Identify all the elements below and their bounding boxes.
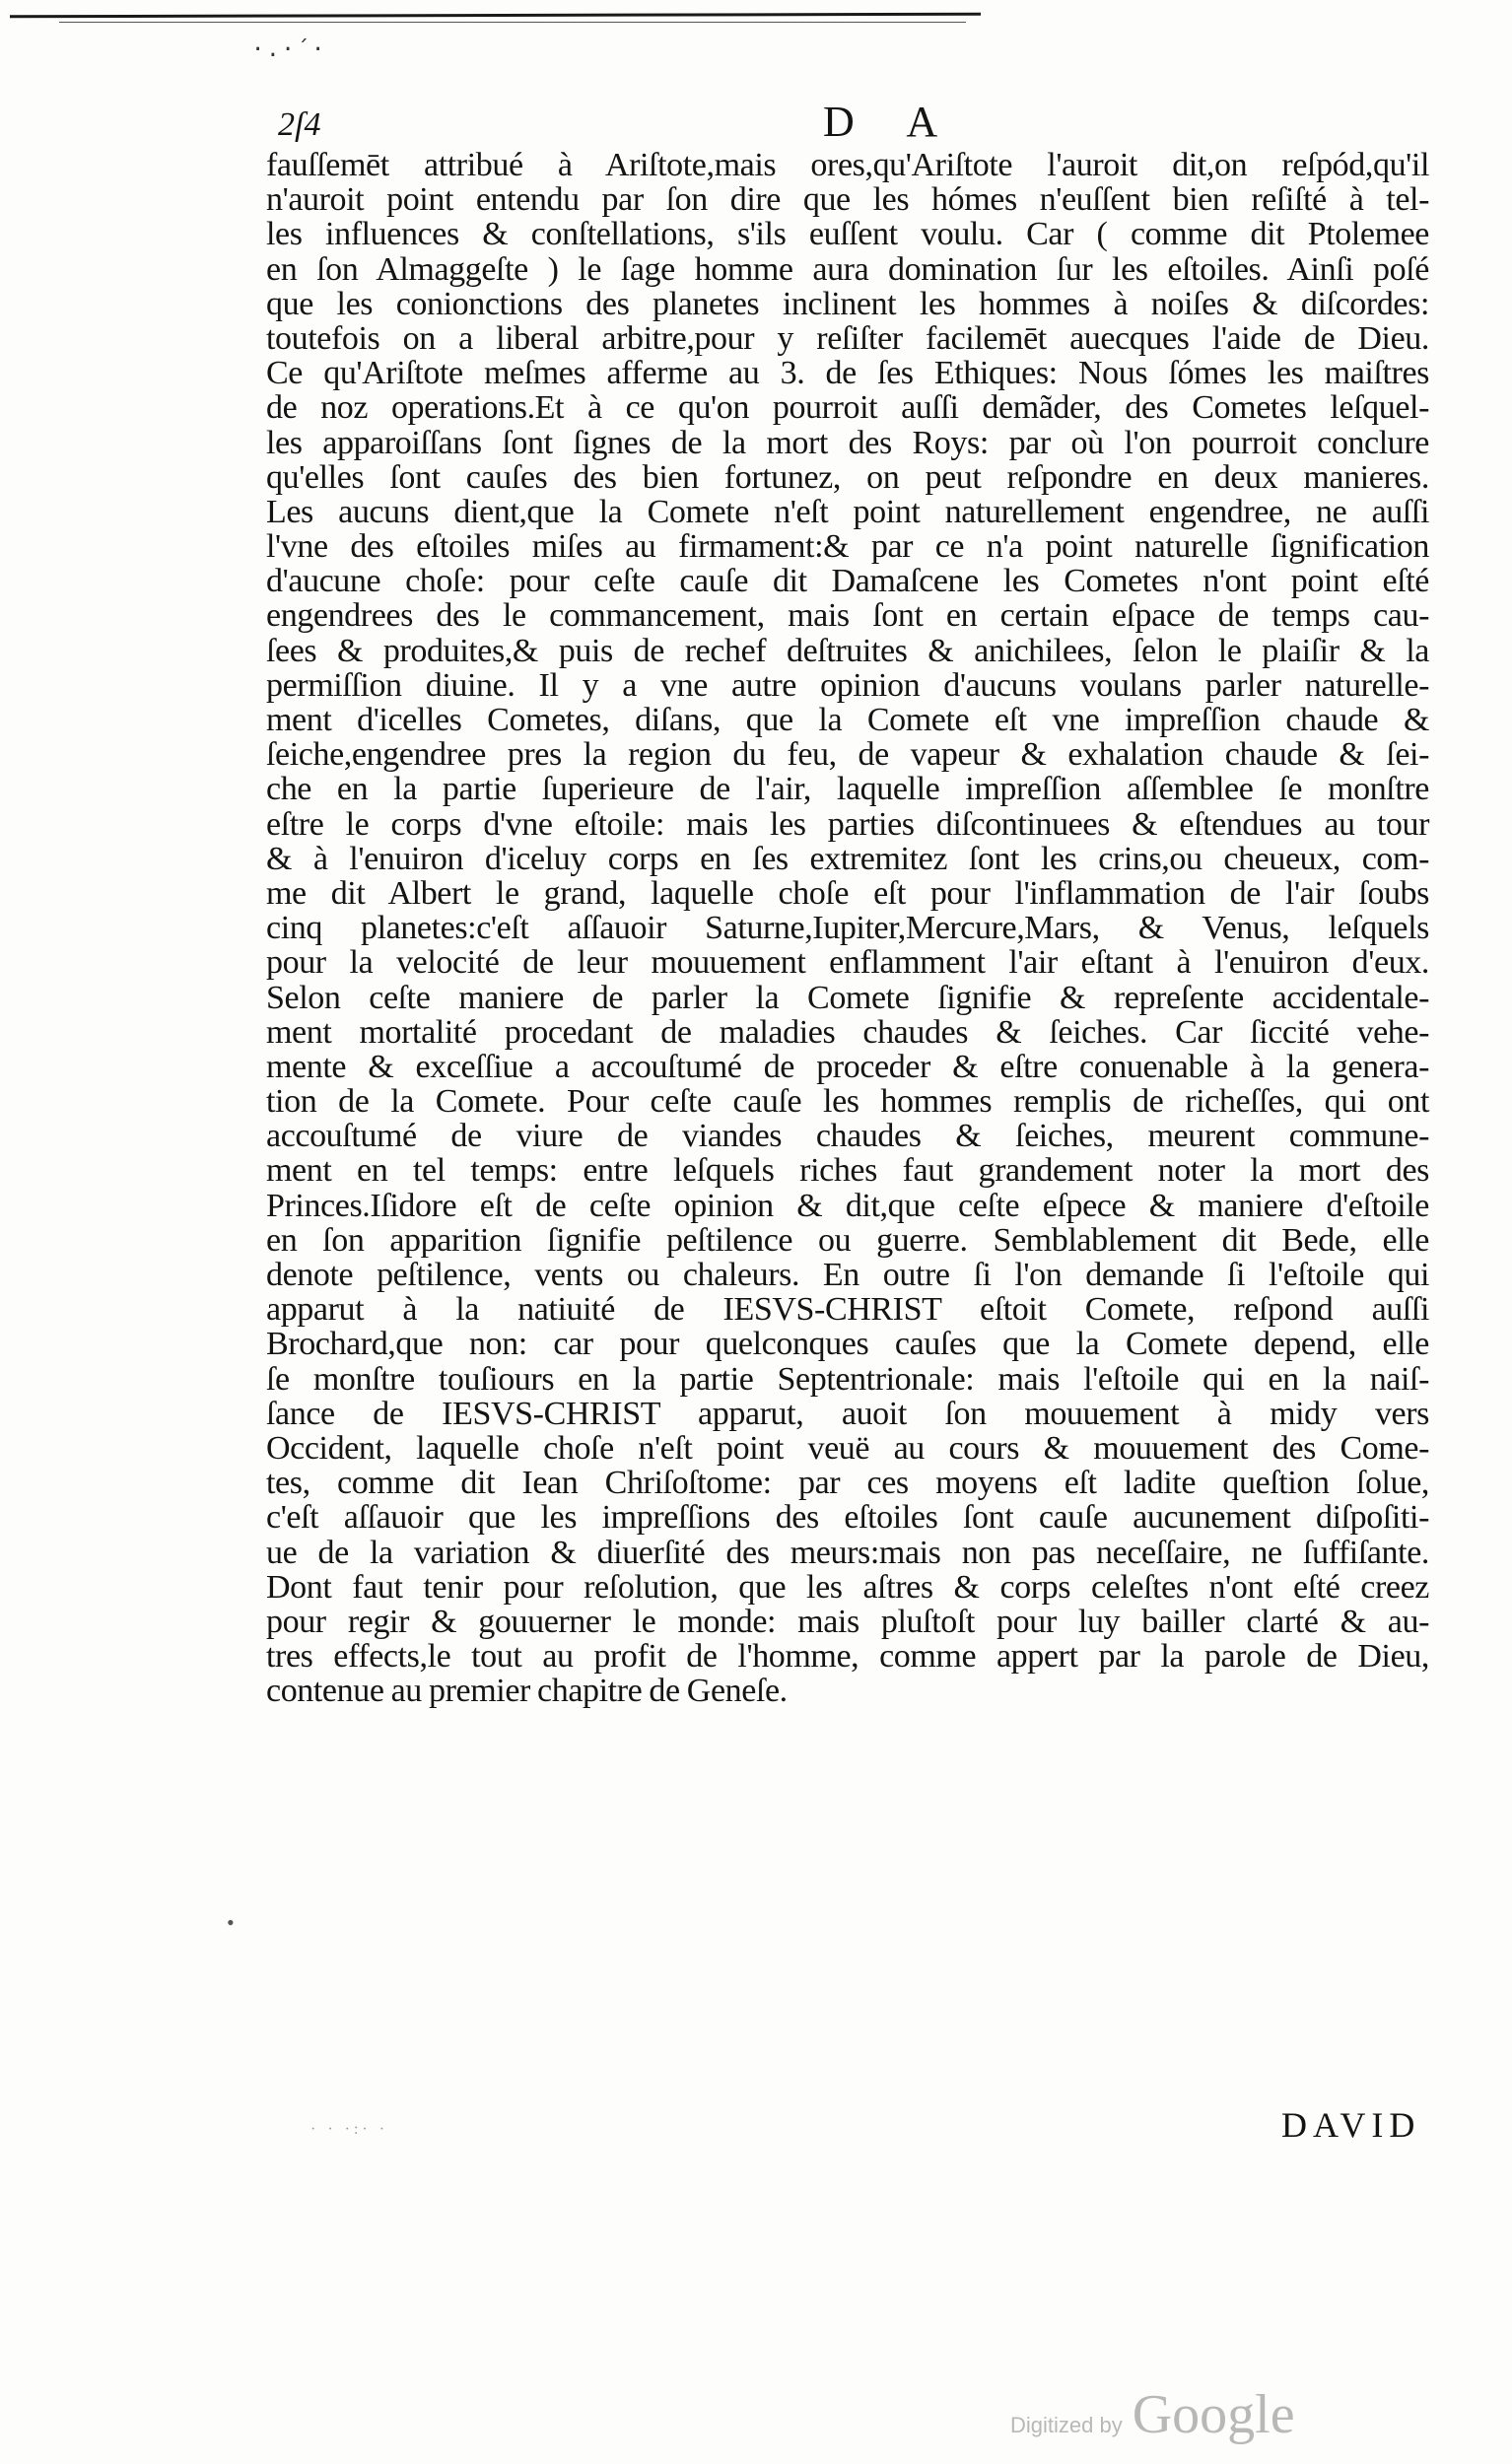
text-line: & à l'enuiron d'iceluy corps en ſes extremitez ſont les crins,ou cheueux, com-: [266, 840, 1429, 877]
text-line: ſees & produites,& puis de rechef deſtruites & anichilees, ſelon le plaiſir & la: [266, 632, 1429, 669]
text-line: ment mortalité procedant de maladies chaudes & ſeiches. Car ſiccité vehe-: [266, 1013, 1429, 1051]
text-line: tes, comme dit Iean Chriſoſtome: par ces moyens eſt ladite queſtion ſolue,: [266, 1465, 1429, 1502]
text-line: fauſſemēt attribué à Ariſtote,mais ores,qu'Ariſtote l'auroit dit,on reſpód,qu'il: [266, 147, 1429, 183]
text-line: mente & exceſſiue a accouſtumé de proceder & eſtre conuenable à la genera-: [266, 1048, 1429, 1085]
faint-bleed-marks: · · ·:· ·: [310, 2121, 389, 2138]
watermark-brand: Google: [1132, 2384, 1295, 2445]
text-line: en ſon Almaggeſte ) le ſage homme aura domination ſur les eſtoiles. Ainſi poſé: [266, 250, 1429, 288]
text-line: n'auroit point entendu par ſon dire que les hómes n'euſſent bien reſiſté à tel-: [266, 181, 1429, 219]
watermark-prefix: Digitized by: [1010, 2413, 1123, 2437]
text-line: me dit Albert le grand, laquelle choſe eſt pour l'inflammation de l'air ſoubs: [266, 874, 1429, 912]
text-line: d'aucune choſe: pour ceſte cauſe dit Damaſcene les Cometes n'ont point eſté: [266, 563, 1429, 600]
text-line: que les conionctions des planetes inclinent les hommes à noiſes & diſcordes:: [266, 285, 1429, 322]
text-line: ſance de IESVS-CHRIST apparut, auoit ſon mouuement à midy vers: [266, 1395, 1429, 1432]
text-line: engendrees des le commancement, mais ſont en certain eſpace de temps cau-: [266, 597, 1429, 635]
text-line: qu'elles ſont cauſes des bien fortunez, on peut reſpondre en deux manieres.: [266, 458, 1429, 496]
text-line: contenue au premier chapitre de Geneſe.: [266, 1673, 788, 1710]
text-line: apparut à la natiuité de IESVS-CHRIST eſtoit Comete, reſpond auſſi: [266, 1291, 1429, 1329]
text-line: ment en tel temps: entre leſquels riches faut grandement noter la mort des: [266, 1152, 1429, 1190]
digitization-watermark: [1010, 2383, 1295, 2446]
text-line: les influences & conſtellations, s'ils euſſent voulu. Car ( comme dit Ptolemee: [266, 216, 1429, 253]
catchword: DAVID: [1281, 2105, 1421, 2145]
text-line: en ſon apparition ſignifie peſtilence ou guerre. Semblablement dit Bede, elle: [266, 1221, 1429, 1259]
top-edge-rule: [10, 13, 981, 19]
print-specks: ·.·´·: [251, 37, 327, 62]
text-line: Selon ceſte maniere de parler la Comete ſignifie & repreſente accidentale-: [266, 979, 1429, 1016]
text-line: Princes.Iſidore eſt de ceſte opinion & dit,que ceſte eſpece & maniere d'eſtoile: [266, 1187, 1429, 1224]
text-line: Occident, laquelle choſe n'eſt point veuë au cours & mouuement des Come-: [266, 1429, 1429, 1467]
text-line: Ce qu'Ariſtote meſmes afferme au 3. de ſes Ethiques: Nous ſómes les maiſtres: [266, 355, 1429, 392]
text-line: les apparoiſſans ſont ſignes de la mort des Roys: par où l'on pourroit conclure: [266, 424, 1429, 461]
text-line: pour la velocité de leur mouuement enflamment l'air eſtant à l'enuiron d'eux.: [266, 944, 1429, 982]
text-line: ſeiche,engendree pres la region du feu, de vapeur & exhalation chaude & ſei-: [266, 736, 1429, 774]
text-line: pour regir & gouuerner le monde: mais pluſtoſt pour luy bailler clarté & au-: [266, 1603, 1429, 1640]
text-line: c'eſt aſſauoir que les impreſſions des eſtoiles ſont cauſe aucunement diſpoſiti-: [266, 1499, 1429, 1537]
margin-mark: •: [227, 1910, 235, 1935]
text-line: de noz operations.Et à ce qu'on pourroit auſſi demãder, des Cometes leſquel-: [266, 389, 1429, 427]
text-line: ue de la variation & diuerſité des meurs:mais non pas neceſſaire, ne ſuffiſante.: [266, 1534, 1429, 1571]
text-line: Dont faut tenir pour reſolution, que les aſtres & corps celeſtes n'ont eſté creez: [266, 1568, 1429, 1606]
page-number: 2ſ4: [278, 106, 321, 143]
text-line: Les aucuns dient,que la Comete n'eſt point naturellement engendree, ne auſſi: [266, 493, 1429, 530]
top-edge-thin-rule: [59, 22, 966, 23]
text-line: toutefois on a liberal arbitre,pour y reſiſter facilemēt auecques l'aide de Dieu.: [266, 319, 1429, 357]
text-line: denote peſtilence, vents ou chaleurs. En outre ſi l'on demande ſi l'eſtoile qui: [266, 1257, 1429, 1293]
running-head: D A: [823, 98, 960, 146]
text-line: l'vne des eſtoiles miſes au firmament:& par ce n'a point naturelle ſignification: [266, 528, 1429, 566]
text-line: ment d'icelles Cometes, diſans, que la Comete eſt vne impreſſion chaude &: [266, 702, 1429, 738]
text-line: ſe monſtre touſiours en la partie Septentrionale: mais l'eſtoile qui en la naiſ-: [266, 1360, 1429, 1398]
text-line: tion de la Comete. Pour ceſte cauſe les hommes remplis de richeſſes, qui ont: [266, 1083, 1429, 1121]
text-line: tres effects,le tout au profit de l'homme, comme appert par la parole de Dieu,: [266, 1638, 1429, 1676]
text-line: accouſtumé de viure de viandes chaudes & ſeiches, meurent commune-: [266, 1118, 1429, 1155]
text-line: eſtre le corps d'vne eſtoile: mais les parties diſcontinuees & eſtendues au tour: [266, 805, 1429, 843]
text-line: cinq planetes:c'eſt aſſauoir Saturne,Iupiter,Mercure,Mars, & Venus, leſquels: [266, 910, 1429, 947]
text-line: che en la partie ſuperieure de l'air, laquelle impreſſion aſſemblee ſe monſtre: [266, 771, 1429, 808]
body-text: [266, 148, 1429, 1708]
text-line: permiſſion diuine. Il y a vne autre opinion d'aucuns voulans parler naturelle-: [266, 666, 1429, 704]
text-line: Brochard,que non: car pour quelconques cauſes que la Comete depend, elle: [266, 1326, 1429, 1363]
